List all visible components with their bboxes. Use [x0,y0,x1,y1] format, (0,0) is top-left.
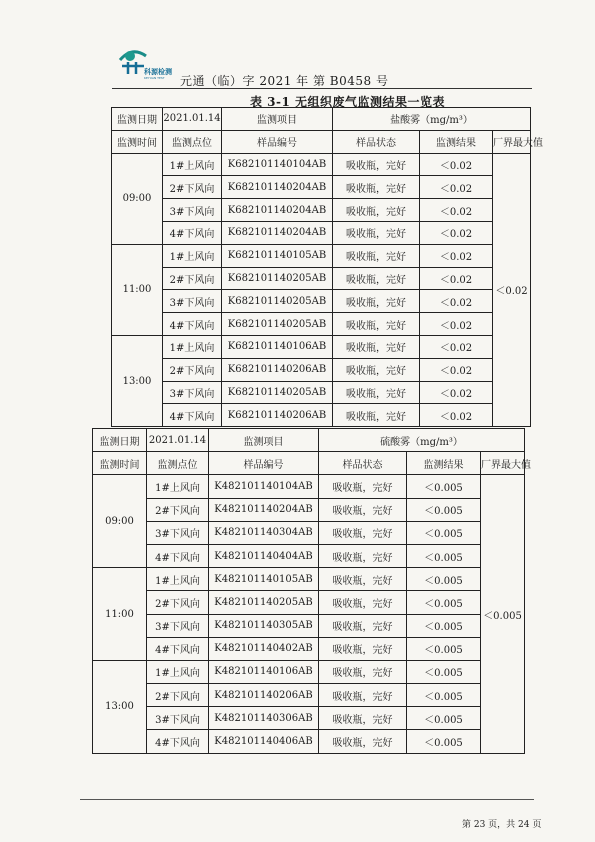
result-cell: ＜0.02 [420,404,493,427]
sample-state-cell: 吸收瓶，完好 [319,475,407,498]
monitor-item-label: 监测项目 [209,429,319,452]
sample-no-cell: K682101140206AB [222,358,333,381]
table-row [93,475,525,498]
sample-no-cell: K682101140105AB [222,244,333,267]
table-title: 表 3-1 无组织废气监测结果一览表 [250,95,446,109]
sample-state-cell: 吸收瓶，完好 [319,730,407,753]
result-cell: ＜0.02 [420,221,493,244]
result-cell: ＜0.02 [420,153,493,176]
sample-no-cell: K482101140402AB [209,637,319,660]
monitor-date-label: 监测日期 [112,108,163,131]
time-cell: 09:00 [112,153,163,244]
max-value-label: 厂界最大值 [493,130,531,153]
sample-state-cell: 吸收瓶，完好 [333,290,420,313]
sample-state-cell: 吸收瓶，完好 [319,521,407,544]
sample-no-cell: K682101140205AB [222,290,333,313]
point-cell: 3#下风向 [147,707,209,730]
table-row [93,498,525,521]
sample-state-cell: 吸收瓶，完好 [319,614,407,637]
table-row [93,614,525,637]
monitor-date-value: 2021.01.14 [147,429,209,452]
point-cell: 4#下风向 [147,637,209,660]
table-row [112,313,531,336]
sample-no-cell: K682101140205AB [222,313,333,336]
sample-no-cell: K682101140204AB [222,199,333,222]
point-cell: 2#下风向 [163,358,222,381]
svg-text:KEYUAN TEST: KEYUAN TEST [144,76,165,80]
header-rule [112,88,532,89]
point-cell: 2#下风向 [163,176,222,199]
sample-state-cell: 吸收瓶，完好 [319,637,407,660]
time-cell: 13:00 [112,335,163,426]
time-cell: 13:00 [93,660,147,753]
table-row [112,358,531,381]
monitor-point-label: 监测点位 [163,130,222,153]
footer-rule [80,799,534,800]
document-number: 元通（临）字 2021 年 第 B0458 号 [180,74,389,88]
table-row [112,335,531,358]
result-cell: ＜0.005 [407,684,481,707]
result-cell: ＜0.005 [407,498,481,521]
monitor-item-label: 监测项目 [222,108,333,131]
result-cell: ＜0.005 [407,730,481,753]
point-cell: 3#下风向 [163,290,222,313]
hcl-mist-result-table [111,107,543,427]
sample-no-cell: K682101140206AB [222,404,333,427]
sample-no-cell: K482101140305AB [209,614,319,637]
sample-state-cell: 吸收瓶，完好 [333,199,420,222]
sample-no-cell: K682101140204AB [222,221,333,244]
table-row [112,244,531,267]
monitor-point-label: 监测点位 [147,452,209,475]
time-cell: 11:00 [112,244,163,335]
result-cell: ＜0.005 [407,614,481,637]
point-cell: 1#上风向 [163,244,222,267]
result-cell: ＜0.005 [407,475,481,498]
time-cell: 09:00 [93,475,147,568]
result-cell: ＜0.02 [420,290,493,313]
result-cell: ＜0.02 [420,335,493,358]
company-logo [116,44,178,80]
sample-state-cell: 吸收瓶，完好 [333,335,420,358]
max-value-label: 厂界最大值 [481,452,525,475]
sample-no-cell: K682101140205AB [222,381,333,404]
monitor-item-value: 硫酸雾（mg/m³） [319,429,525,452]
table-row [93,637,525,660]
monitor-date-value: 2021.01.14 [163,108,222,131]
sample-state-cell: 吸收瓶，完好 [333,404,420,427]
point-cell: 4#下风向 [163,221,222,244]
table-row [93,660,525,683]
sample-state-cell: 吸收瓶，完好 [319,544,407,567]
sample-no-label: 样品编号 [222,130,333,153]
result-cell: ＜0.005 [407,660,481,683]
table-row [112,381,531,404]
sample-no-cell: K482101140106AB [209,660,319,683]
point-cell: 2#下风向 [163,267,222,290]
result-cell: ＜0.005 [407,591,481,614]
sample-no-cell: K682101140204AB [222,176,333,199]
point-cell: 1#上风向 [163,335,222,358]
point-cell: 2#下风向 [147,498,209,521]
sample-state-cell: 吸收瓶，完好 [333,381,420,404]
result-cell: ＜0.02 [420,358,493,381]
point-cell: 4#下风向 [147,730,209,753]
result-cell: ＜0.02 [420,313,493,336]
svg-text:科源检测: 科源检测 [144,68,172,76]
sample-state-cell: 吸收瓶，完好 [333,244,420,267]
result-cell: ＜0.02 [420,244,493,267]
point-cell: 1#上风向 [163,153,222,176]
table-row [112,153,531,176]
point-cell: 3#下风向 [147,614,209,637]
page-number: 第 23 页，共 24 页 [462,820,542,830]
sample-state-cell: 吸收瓶，完好 [333,358,420,381]
point-cell: 4#下风向 [163,404,222,427]
point-cell: 3#下风向 [163,199,222,222]
point-cell: 4#下风向 [147,544,209,567]
result-label: 监测结果 [407,452,481,475]
monitor-item-value: 盐酸雾（mg/m³） [333,108,531,131]
table-row [112,199,531,222]
table-row [93,568,525,591]
point-cell: 4#下风向 [163,313,222,336]
point-cell: 2#下风向 [147,684,209,707]
table-row [93,544,525,567]
result-cell: ＜0.005 [407,521,481,544]
point-cell: 3#下风向 [163,381,222,404]
point-cell: 3#下风向 [147,521,209,544]
result-cell: ＜0.005 [407,544,481,567]
sample-state-cell: 吸收瓶，完好 [333,221,420,244]
max-value-cell: ＜0.02 [493,153,531,427]
sample-state-label: 样品状态 [333,130,420,153]
sample-no-cell: K482101140105AB [209,568,319,591]
table-row [93,521,525,544]
sample-state-label: 样品状态 [319,452,407,475]
monitor-date-label: 监测日期 [93,429,147,452]
time-cell: 11:00 [93,568,147,661]
monitor-time-label: 监测时间 [93,452,147,475]
result-cell: ＜0.005 [407,568,481,591]
sample-no-cell: K482101140304AB [209,521,319,544]
sample-no-cell: K682101140106AB [222,335,333,358]
point-cell: 2#下风向 [147,591,209,614]
sample-no-cell: K482101140206AB [209,684,319,707]
table-row [112,404,531,427]
sample-state-cell: 吸收瓶，完好 [333,267,420,290]
sample-state-cell: 吸收瓶，完好 [319,568,407,591]
table-row [112,176,531,199]
table-row [93,707,525,730]
sample-no-cell: K482101140104AB [209,475,319,498]
monitor-time-label: 监测时间 [112,130,163,153]
point-cell: 1#上风向 [147,660,209,683]
point-cell: 1#上风向 [147,568,209,591]
max-value-cell: ＜0.005 [481,475,525,753]
result-cell: ＜0.02 [420,381,493,404]
table-row [112,267,531,290]
sample-state-cell: 吸收瓶，完好 [319,684,407,707]
sample-state-cell: 吸收瓶，完好 [333,313,420,336]
sample-no-cell: K482101140205AB [209,591,319,614]
sample-no-cell: K682101140205AB [222,267,333,290]
table-row [93,591,525,614]
sample-state-cell: 吸收瓶，完好 [319,591,407,614]
sample-state-cell: 吸收瓶，完好 [333,176,420,199]
table-row [93,730,525,753]
result-cell: ＜0.02 [420,176,493,199]
point-cell: 1#上风向 [147,475,209,498]
table-row [112,290,531,313]
result-cell: ＜0.02 [420,199,493,222]
result-cell: ＜0.005 [407,637,481,660]
sulfuric-mist-result-table [92,428,531,754]
sample-no-cell: K482101140204AB [209,498,319,521]
sample-no-cell: K482101140406AB [209,730,319,753]
table-row [93,684,525,707]
sample-state-cell: 吸收瓶，完好 [319,498,407,521]
result-cell: ＜0.005 [407,707,481,730]
table-row [112,221,531,244]
sample-no-cell: K482101140306AB [209,707,319,730]
sample-state-cell: 吸收瓶，完好 [319,707,407,730]
sample-state-cell: 吸收瓶，完好 [333,153,420,176]
sample-no-label: 样品编号 [209,452,319,475]
sample-no-cell: K482101140404AB [209,544,319,567]
result-cell: ＜0.02 [420,267,493,290]
sample-no-cell: K682101140104AB [222,153,333,176]
logo-mark-icon [116,44,178,80]
sample-state-cell: 吸收瓶，完好 [319,660,407,683]
result-label: 监测结果 [420,130,493,153]
